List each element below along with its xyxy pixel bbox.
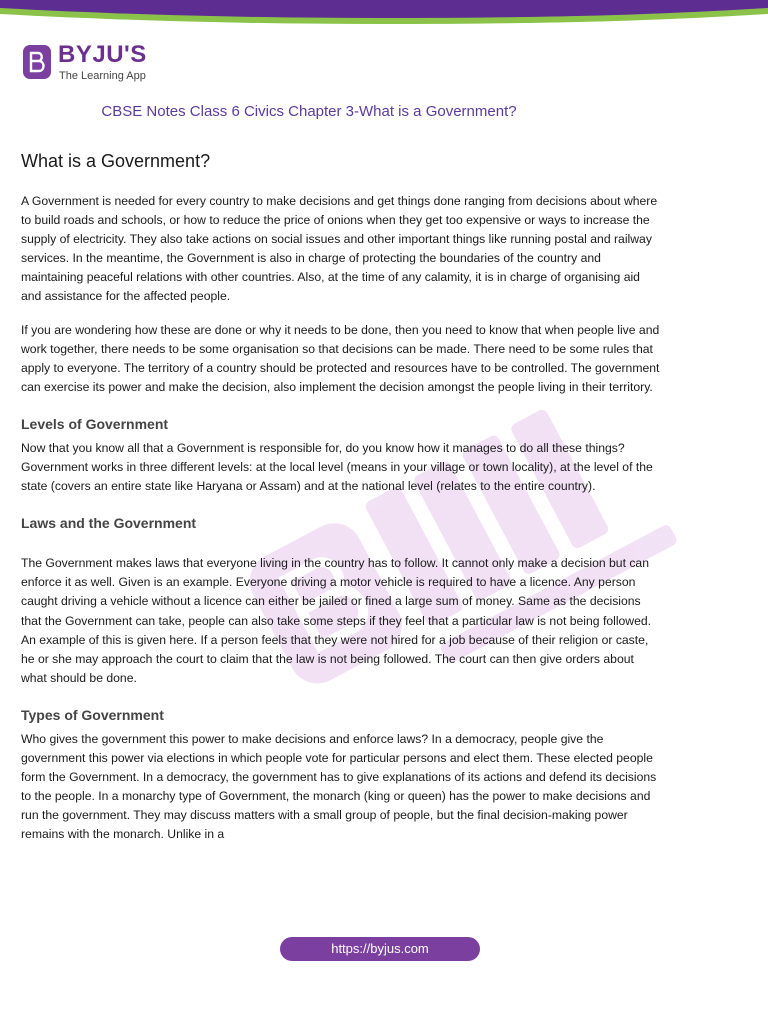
- intro-paragraph-1: A Government is needed for every country to make decisions and get things done ranging from decisions about where to build roads and schools, or how to reduce the price of onions when they get too expensive or ways to increase the supply of electricity. They also take actions on social issues and other important things like running postal and railway services. In the meantime, the Government is also in charge of protecting the boundaries of the country and maintaining peaceful relations with other countries. Also, at the time of any calamity, it is in charge of organising aid and assistance for the affected people.: [21, 194, 658, 304]
- levels-paragraph: Now that you know all that a Government is responsible for, do you know how it manages to do all these things? Government works in three different levels: at the local level (means in your village or town locality), at the level of the state (covers an entire state like Haryana or Assam) and at the national level (relates to the entire country).: [21, 440, 653, 494]
- brand-name: BYJU'S: [58, 41, 147, 68]
- footer-url-link[interactable]: https://byjus.com: [280, 937, 480, 961]
- levels-heading: Levels of Government: [21, 415, 169, 432]
- document-title: CBSE Notes Class 6 Civics Chapter 3-What is a Government?: [101, 103, 517, 120]
- document-content: [21, 150, 661, 858]
- byjus-logo[interactable]: [22, 40, 172, 88]
- laws-paragraph: The Government makes laws that everyone living in the country has to follow. It cannot only make a decision but can enforce it as well. Given is an example. Everyone driving a motor vehicle is required to have a licence. Any person caught driving a vehicle without a licence can either be jailed or fined a large sum of money. Same as the decisions that the Government can take, people can also take some steps if they feel that a particular law is not being followed. An example of this is given here. If a person feels that they were not hired for a job because of their religion or caste, he or she may approach the court to claim that the law is not being followed. The court can then give orders about what should be done.: [21, 556, 652, 685]
- laws-heading: Laws and the Government: [21, 515, 197, 532]
- brand-tagline: The Learning App: [59, 70, 146, 82]
- top-decorative-bar: [0, 0, 768, 26]
- byjus-logo-icon: [22, 44, 52, 80]
- types-paragraph: Who gives the government this power to make decisions and enforce laws? In a democracy, people give the government this power via elections in which people vote for particular persons and elect them. These elected people form the Government. In a democracy, the government has to give explanations of its actions and defend its decisions to the people. In a monarchy type of Government, the monarch (king or queen) has the power to make decisions and run the government. They may discuss matters with a small group of people, but the final decision-making power remains with the monarch. Unlike in a: [21, 731, 657, 842]
- main-heading: What is a Government?: [21, 151, 211, 171]
- intro-paragraph-2: If you are wondering how these are done or why it needs to be done, then you need to know that when people live and work together, there needs to be some organisation so that decisions can be made. There need to be some rules that apply to everyone. The territory of a country should be protected and resources have to be controlled. The government can exercise its power and make the decision, also implement the decision amongst the people living in their territory.: [21, 322, 660, 394]
- types-heading: Types of Government: [21, 706, 164, 723]
